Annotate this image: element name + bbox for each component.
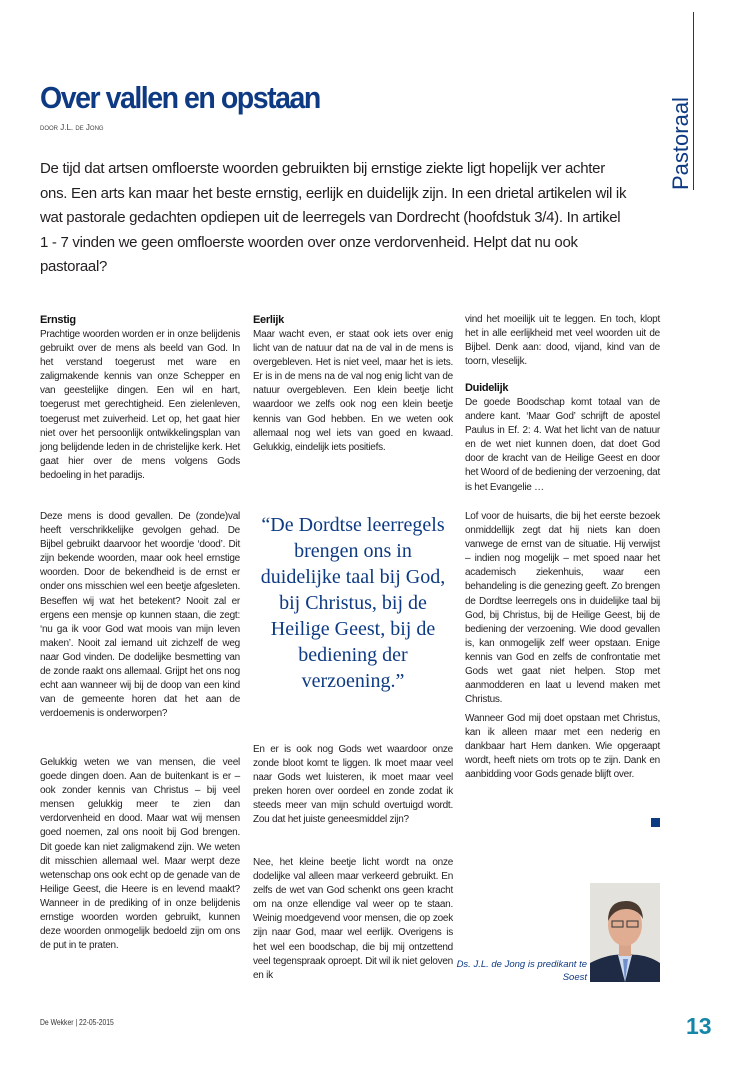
paragraph: Prachtige woorden worden er in onze belijdenis gebruikt over de mens als beeld van God. In het verstand toegerust met ware en zaligmakende kennis van onze Schepper en van geestelijke dingen. Een wil en hart, toegerust met gerechtigheid. Een zielenleven, toegerust met zuiverheid. Let op, het gaat hier niet over het persoonlijk ontwikkelingsplan van jong belijdende leden in de christelijke kerk. Het gaat hier over de mens volgens Gods bedoeling in het paradijs. bbox=[40, 329, 240, 481]
author-caption: Ds. J.L. de Jong is predikant te Soest bbox=[456, 959, 587, 983]
page-number: 13 bbox=[686, 1013, 712, 1039]
paragraph: En er is ook nog Gods wet waardoor onze zonde bloot komt te liggen. Ik moet maar veel naar Gods wet luisteren, ik moet maar veel preken horen over oordeel en zonde zodat ik steeds meer van mijn schuld overtuigd wordt. Zou dat het juiste geneesmiddel zijn? bbox=[253, 744, 453, 826]
section-label: Pastoraal bbox=[668, 97, 693, 190]
paragraph: Wanneer God mij doet opstaan met Christus, kan ik alleen maar met een nederig en dankbaar hart Hem danken. Wie opgeraapt wordt, heeft niets om trots op te zijn. Dank en aanbidding voor Gods genade blijft over. bbox=[465, 713, 660, 781]
article-title: Over vallen en opstaan bbox=[40, 80, 320, 115]
footer-publication: De Wekker | 22-05-2015 bbox=[40, 1018, 114, 1027]
paragraph: De goede Boodschap komt totaal van de andere kant. ‘Maar God’ schrijft de apostel Paulus in Ef. 2: 4. Wat het licht van de natuur en de wet niet kunnen doen, dat doet God door de kracht van de Heilige Geest en door het Woord of de bediening der verzoening, dat is het Evangelie … bbox=[465, 397, 660, 493]
end-of-article-mark bbox=[651, 818, 660, 827]
paragraph: vind het moeilijk uit te leggen. En toch, klopt het in alle eerlijkheid met veel woorden uit de Bijbel. Denk aan: dood, vijand, kind van de toorn, vleselijk. bbox=[465, 314, 660, 368]
author-photo bbox=[590, 883, 660, 982]
paragraph: Lof voor de huisarts, die bij het eerste bezoek onmiddellijk zegt dat hij niets kan doen vanwege de ernst van de situatie. Hij verwijst – indien nog mogelijk – met spoed naar het academisch ziekenhuis, waar een behandeling is die genezing geeft. Zo brengen de Dordtse leerregels ons in duidelijke taal bij God, bij Christus, bij de Heilige Geest, bij de bediening der verzoening. Wie dood gevallen is, kan onmogelijk zelf weer opstaan. Enige kennis van God en zelfs de confrontatie met Gods wet gaat niet helpen. Stop met aanmodderen en laat u levend maken met Christus. bbox=[465, 511, 660, 706]
paragraph: Deze mens is dood gevallen. De (zonde)val heeft verschrikkelijke gevolgen gehad. De Bijbel gebruikt daarvoor het woordje ‘dood’. Dit zijn bekende woorden, maar ook heel ernstige woorden. Door de bekendheid is de ernst er onder ons misschien wel een beetje afgesleten. Beseffen wij wat het betekent? Nooit zal er ergens een mensje op kunnen staan, die zegt: ‘nu ga ik voor God wat moois van mijn leven maken’. Nooit zal iemand uit zichzelf de weg naar God vinden. De dodelijke besmetting van de zonde raakt ons allemaal. Grijpt het ons nog echt aan wanneer wij bij de doop van een kind van de gemeente horen dat het aan de verdoemenis is onderworpen? bbox=[40, 511, 240, 720]
heading-eerlijk: Eerlijk bbox=[253, 314, 284, 326]
paragraph: Gelukkig weten we van mensen, die veel goede dingen doen. Aan de buitenkant is er – ook zonder kennis van Christus – bij veel mensen gelukkig meer te zien dan verdorvenheid en dood. Maar wat wij mensen goed noemen, zal ons nooit bij God brengen. Dit goede kan niet zaligmakend zijn. We weten dit misschien allemaal wel. Maar werpt deze wetenschap ons ook echt op de genade van de Heilige Geest, die Heere is en levend maakt? Wanneer in de prediking of in onze belijdenis ernstige woorden worden gebruikt, kunnen deze woorden onmogelijk bedoeld zijn om ons de put in te praten. bbox=[40, 757, 240, 952]
heading-ernstig: Ernstig bbox=[40, 314, 76, 326]
paragraph: Nee, het kleine beetje licht wordt na onze dodelijke val alleen maar verkeerd gebruikt. En zelfs de wet van God schenkt ons geen kracht om na onze ellendige val weer op te staan. Weinig moedgevend voor mensen, die op zoek zijn naar God, maar wel eerlijk. Overigens is het wel een boodschap, die bij mij ontzettend veel tegenspraak oproept. Dit wil ik niet geloven en ik bbox=[253, 857, 453, 981]
pull-quote: “De Dordtse leerregels brengen ons in duidelijke taal bij God, bij Christus, bij de Heilige Geest, bij de bediening der verzoening.” bbox=[260, 514, 446, 692]
intro-paragraph: De tijd dat artsen omfloerste woorden gebruikten bij ernstige ziekte ligt hopelijk ver achter ons. Een arts kan maar het beste ernstig, eerlijk en duidelijk zijn. In een drietal artikelen wil ik wat pastorale gedachten opdiepen uit de leerregels van Dordrecht (hoofdstuk 3/4). In artikel 1 - 7 vinden we geen omfloerste woorden over onze verdorvenheid. Helpt dat nu ook pastoraal? bbox=[40, 160, 627, 275]
paragraph: Maar wacht even, er staat ook iets over enig licht van de natuur dat na de val in de mens is overgebleven. Het is niet veel, maar het is iets. Er is in de mens na de val nog enig licht van de natuur overgebleven. Een klein beetje licht waardoor we zelfs ook nog een klein beetje kennis van God hebben. En we weten ook allemaal nog wel iets van goed en kwaad. Gelukkig, eindelijk iets positiefs. bbox=[253, 329, 453, 453]
heading-duidelijk: Duidelijk bbox=[465, 382, 509, 394]
byline: door J.L. de Jong bbox=[40, 123, 104, 132]
